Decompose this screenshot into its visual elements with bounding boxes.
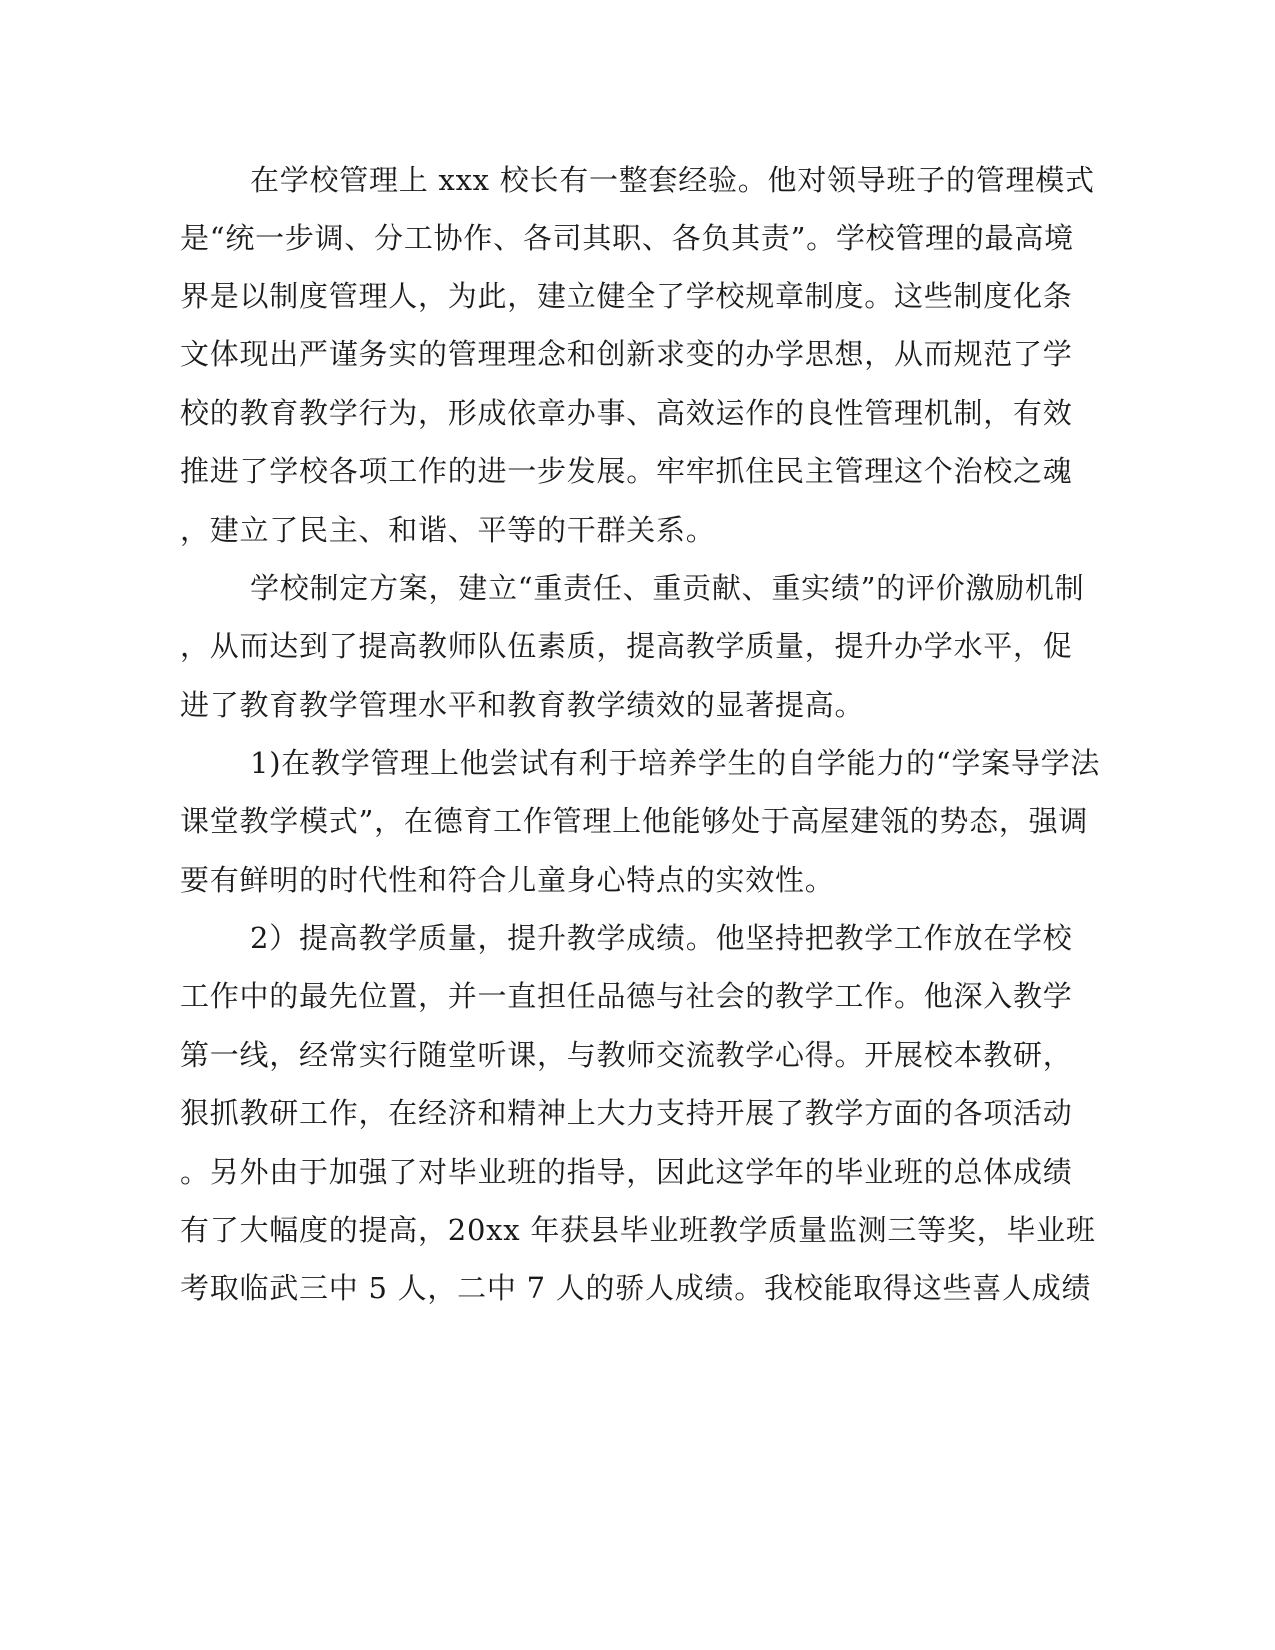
text-line-19: 有了大幅度的提高，20xx 年获县毕业班教学质量监测三等奖，毕业班 bbox=[180, 1213, 1096, 1247]
text-line-17: 狠抓教研工作，在经济和精神上大力支持开展了教学方面的各项活动 bbox=[180, 1096, 1073, 1130]
text-line-9: ，从而达到了提高教师队伍素质，提高教学质量，提升办学水平，促 bbox=[180, 629, 1073, 663]
text-line-14: 2）提高教学质量，提升教学成绩。他坚持把教学工作放在学校 bbox=[250, 921, 1073, 955]
text-line-10: 进了教育教学管理水平和教育教学绩效的显著提高。 bbox=[180, 688, 865, 722]
text-line-15: 工作中的最先位置，并一直担任品德与社会的教学工作。他深入教学 bbox=[180, 979, 1073, 1013]
text-line-1: 在学校管理上 xxx 校长有一整套经验。他对领导班子的管理模式 bbox=[250, 163, 1095, 197]
text-line-4: 文体现出严谨务实的管理理念和创新求变的办学思想，从而规范了学 bbox=[180, 337, 1073, 371]
text-line-7: ，建立了民主、和谐、平等的干群关系。 bbox=[180, 513, 716, 547]
text-line-20: 考取临武三中 5 人，二中 7 人的骄人成绩。我校能取得这些喜人成绩 bbox=[180, 1271, 1092, 1305]
text-line-11: 1)在教学管理上他尝试有利于培养学生的自学能力的“学案导学法 bbox=[250, 746, 1101, 780]
text-line-12: 课堂教学模式”，在德育工作管理上他能够处于高屋建瓴的势态，强调 bbox=[180, 804, 1089, 838]
text-line-13: 要有鲜明的时代性和符合儿童身心特点的实效性。 bbox=[180, 863, 835, 897]
text-line-16: 第一线，经常实行随堂听课，与教师交流教学心得。开展校本教研， bbox=[180, 1038, 1073, 1072]
text-line-8: 学校制定方案，建立“重责任、重贡献、重实绩”的评价激励机制 bbox=[250, 571, 1085, 605]
text-line-2: 是“统一步调、分工协作、各司其职、各负其责”。学校管理的最高境 bbox=[180, 221, 1074, 255]
text-line-3: 界是以制度管理人，为此，建立健全了学校规章制度。这些制度化条 bbox=[180, 279, 1073, 313]
text-line-5: 校的教育教学行为，形成依章办事、高效运作的良性管理机制，有效 bbox=[180, 396, 1073, 430]
text-line-6: 推进了学校各项工作的进一步发展。牢牢抓住民主管理这个治校之魂 bbox=[180, 454, 1073, 488]
text-line-18: 。另外由于加强了对毕业班的指导，因此这学年的毕业班的总体成绩 bbox=[180, 1155, 1073, 1189]
